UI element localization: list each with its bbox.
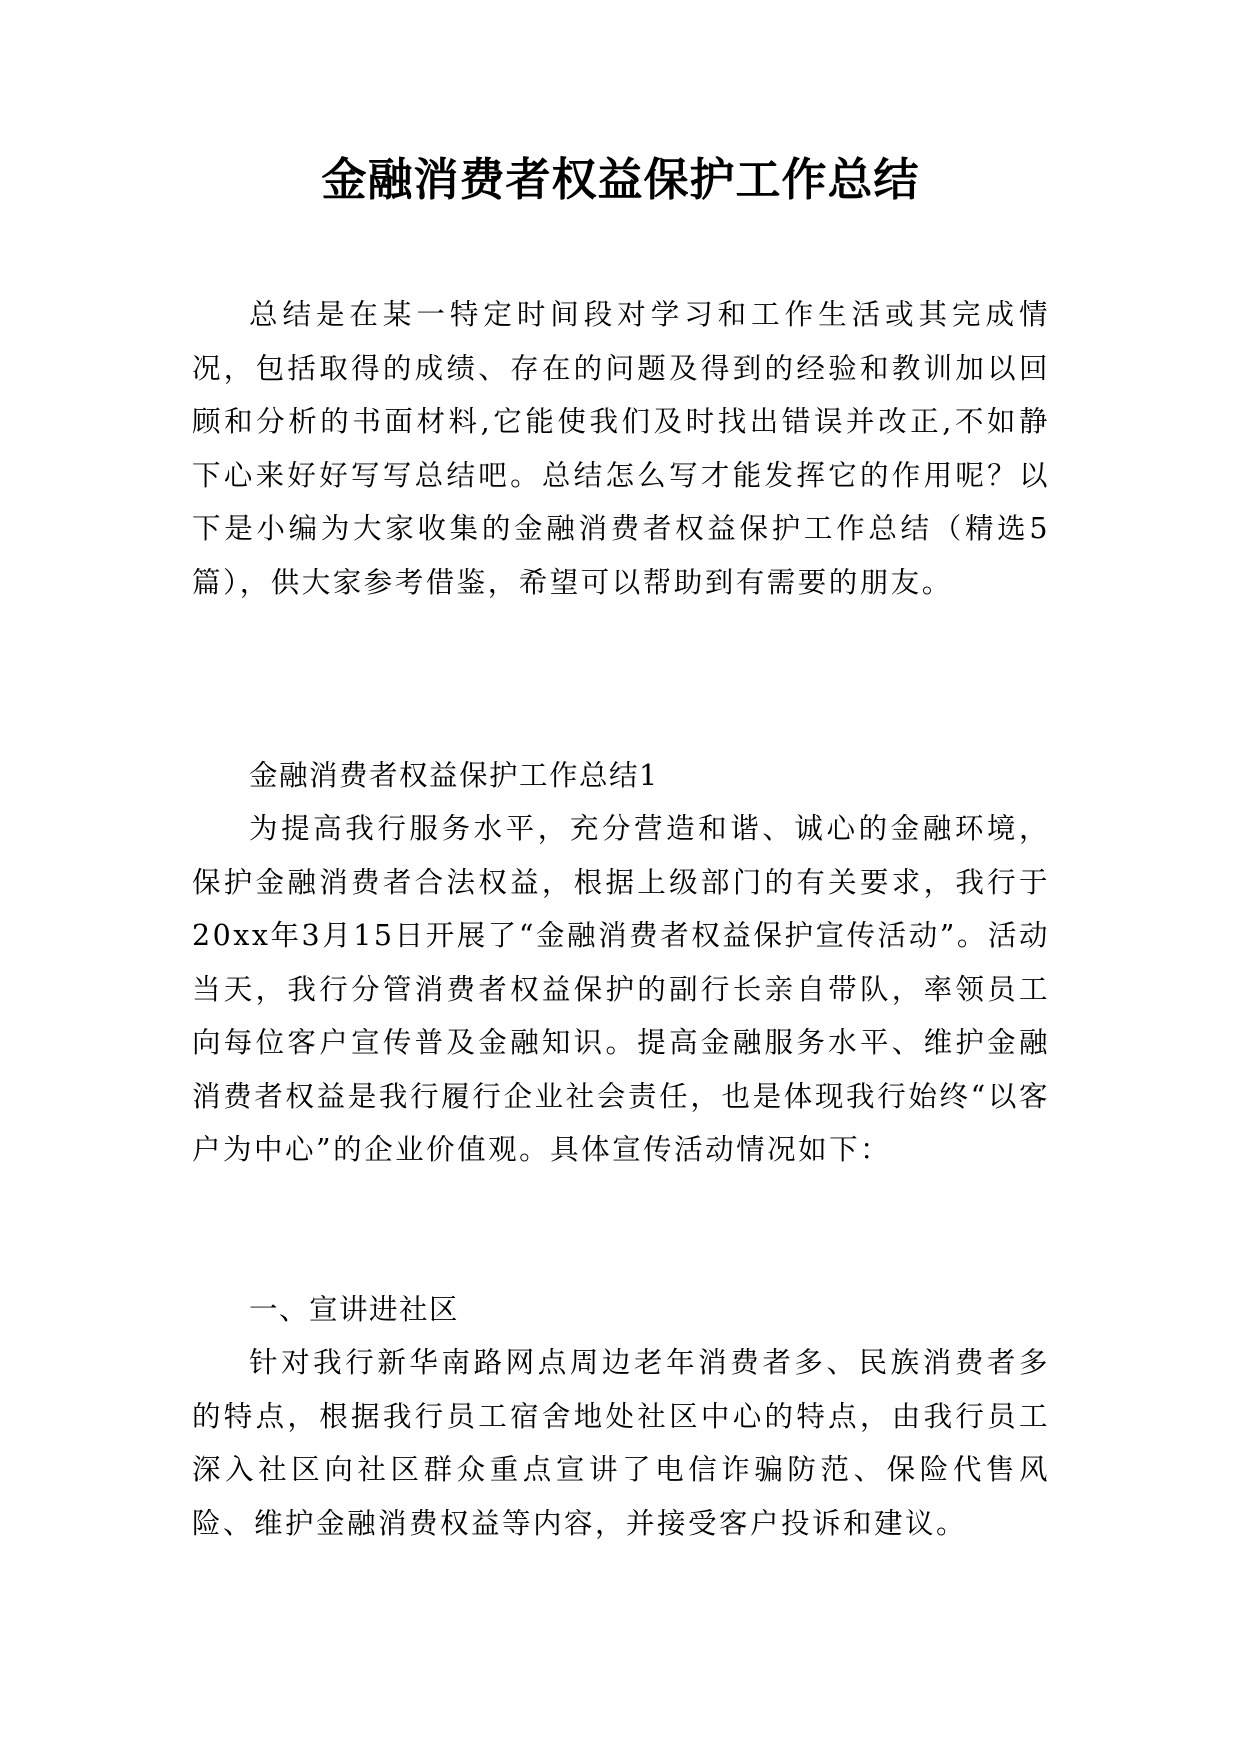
intro-paragraph: 总结是在某一特定时间段对学习和工作生活或其完成情况，包括取得的成绩、存在的问题及得到的经验和教训加以回顾和分析的书面材料,它能使我们及时找出错误并改正,不如静下心来好好写写总结吧。总结怎么写才能发挥它的作用呢？以下是小编为大家收集的金融消费者权益保护工作总结（精选5篇），供大家参考借鉴，希望可以帮助到有需要的朋友。 xyxy=(192,298,1050,599)
section-title: 金融消费者权益保护工作总结1 xyxy=(249,759,659,792)
document-title: 金融消费者权益保护工作总结 xyxy=(321,153,920,206)
section-paragraph: 针对我行新华南路网点周边老年消费者多、民族消费者多的特点，根据我行员工宿舍地处社区中心的特点，由我行员工深入社区向社区群众重点宣讲了电信诈骗防范、保险代售风险、维护金融消费权益等内容，并接受客户投诉和建议。 xyxy=(192,1346,1050,1540)
section-subheading: 一、宣讲进社区 xyxy=(249,1293,460,1326)
section-paragraph: 为提高我行服务水平，充分营造和谐、诚心的金融环境，保护金融消费者合法权益，根据上级部门的有关要求，我行于20xx年3月15日开展了“金融消费者权益保护宣传活动”。活动当天，我行分管消费者权益保护的副行长亲自带队，率领员工向每位客户宣传普及金融知识。提高金融服务水平、维护金融消费者权益是我行履行企业社会责任，也是体现我行始终“以客户为中心”的企业价值观。具体宣传活动情况如下： xyxy=(192,812,1050,1166)
